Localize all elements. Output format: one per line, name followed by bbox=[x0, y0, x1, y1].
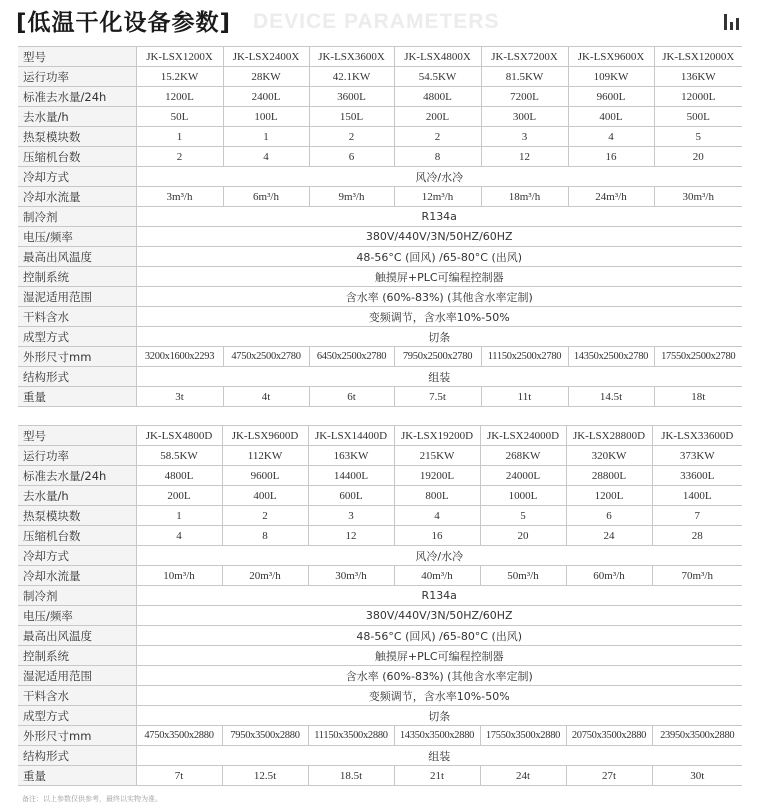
table-cell: 6450x2500x2780 bbox=[309, 347, 394, 367]
table-cell: 28KW bbox=[223, 67, 309, 87]
row-label: 型号 bbox=[18, 426, 136, 446]
table-cell: 5 bbox=[480, 506, 566, 526]
table-cell: 1 bbox=[136, 506, 222, 526]
page-title: [低温干化设备参数] bbox=[16, 10, 232, 36]
model-name: JK-LSX28800D bbox=[566, 426, 652, 446]
table-row bbox=[18, 127, 742, 147]
table-cell: 300L bbox=[481, 107, 568, 127]
table-row bbox=[18, 666, 742, 686]
table-cell: 4 bbox=[223, 147, 309, 167]
spanned-value: 触摸屏+PLC可编程控制器 bbox=[136, 267, 742, 287]
table-row bbox=[18, 307, 742, 327]
table-cell: 21t bbox=[394, 766, 480, 786]
table-cell: 6 bbox=[309, 147, 394, 167]
table-cell: 17550x3500x2880 bbox=[480, 726, 566, 746]
table-cell: 1000L bbox=[480, 486, 566, 506]
table-row bbox=[18, 466, 742, 486]
spanned-value: 48-56°C (回风) /65-80°C (出风) bbox=[136, 247, 742, 267]
table-row bbox=[18, 227, 742, 247]
table-cell: 12000L bbox=[654, 87, 742, 107]
spec-table-body bbox=[18, 47, 742, 407]
table-cell: 50m³/h bbox=[480, 566, 566, 586]
model-name: JK-LSX9600D bbox=[222, 426, 308, 446]
row-label: 外形尺寸mm bbox=[18, 726, 136, 746]
table-cell: 1200L bbox=[136, 87, 223, 107]
table-cell: 60m³/h bbox=[566, 566, 652, 586]
table-cell: 9600L bbox=[222, 466, 308, 486]
row-label: 重量 bbox=[18, 387, 136, 407]
table-cell: 2400L bbox=[223, 87, 309, 107]
table-row bbox=[18, 606, 742, 626]
row-label: 运行功率 bbox=[18, 67, 136, 87]
spanned-value: 风冷/水冷 bbox=[136, 546, 742, 566]
row-label: 制冷剂 bbox=[18, 586, 136, 606]
row-label: 标准去水量/24h bbox=[18, 466, 136, 486]
table-cell: 8 bbox=[394, 147, 481, 167]
row-label: 型号 bbox=[18, 47, 136, 67]
table-row bbox=[18, 327, 742, 347]
table-cell: 16 bbox=[568, 147, 654, 167]
model-name: JK-LSX2400X bbox=[223, 47, 309, 67]
row-label: 压缩机台数 bbox=[18, 147, 136, 167]
row-label: 干料含水 bbox=[18, 686, 136, 706]
row-label: 湿泥适用范围 bbox=[18, 666, 136, 686]
table-cell: 400L bbox=[222, 486, 308, 506]
row-label: 冷却方式 bbox=[18, 167, 136, 187]
table-cell: 4t bbox=[223, 387, 309, 407]
spanned-value: 切条 bbox=[136, 706, 742, 726]
model-name: JK-LSX19200D bbox=[394, 426, 480, 446]
model-name: JK-LSX24000D bbox=[480, 426, 566, 446]
table-cell: 3600L bbox=[309, 87, 394, 107]
table-cell: 2 bbox=[136, 147, 223, 167]
table-cell: 500L bbox=[654, 107, 742, 127]
row-label: 去水量/h bbox=[18, 107, 136, 127]
table-row bbox=[18, 546, 742, 566]
spanned-value: 含水率 (60%-83%) (其他含水率定制) bbox=[136, 287, 742, 307]
table-row bbox=[18, 367, 742, 387]
table-cell: 4800L bbox=[394, 87, 481, 107]
table-row bbox=[18, 506, 742, 526]
table-cell: 109KW bbox=[568, 67, 654, 87]
table-cell: 50L bbox=[136, 107, 223, 127]
table-cell: 30t bbox=[652, 766, 742, 786]
table-cell: 6t bbox=[309, 387, 394, 407]
footnote: 备注：以上参数仅供参考，最终以实物为准。 bbox=[22, 795, 162, 803]
table-cell: 14.5t bbox=[568, 387, 654, 407]
model-name: JK-LSX9600X bbox=[568, 47, 654, 67]
table-cell: 4 bbox=[568, 127, 654, 147]
row-label: 制冷剂 bbox=[18, 207, 136, 227]
table-cell: 163KW bbox=[308, 446, 394, 466]
row-label: 成型方式 bbox=[18, 706, 136, 726]
table-cell: 11150x3500x2880 bbox=[308, 726, 394, 746]
row-label: 热泵模块数 bbox=[18, 127, 136, 147]
table-cell: 24t bbox=[480, 766, 566, 786]
table-cell: 100L bbox=[223, 107, 309, 127]
table-cell: 20 bbox=[654, 147, 742, 167]
table-row bbox=[18, 626, 742, 646]
row-label: 外形尺寸mm bbox=[18, 347, 136, 367]
table-cell: 112KW bbox=[222, 446, 308, 466]
table-row bbox=[18, 207, 742, 227]
table-cell: 11t bbox=[481, 387, 568, 407]
table-cell: 136KW bbox=[654, 67, 742, 87]
spanned-value: R134a bbox=[136, 207, 742, 227]
table-row bbox=[18, 566, 742, 586]
table-cell: 1400L bbox=[652, 486, 742, 506]
table-row bbox=[18, 686, 742, 706]
row-label: 干料含水 bbox=[18, 307, 136, 327]
table-row bbox=[18, 67, 742, 87]
table-cell: 15.2KW bbox=[136, 67, 223, 87]
row-label: 结构形式 bbox=[18, 367, 136, 387]
row-label: 压缩机台数 bbox=[18, 526, 136, 546]
table-cell: 3 bbox=[308, 506, 394, 526]
table-cell: 3t bbox=[136, 387, 223, 407]
table-cell: 7t bbox=[136, 766, 222, 786]
row-label: 电压/频率 bbox=[18, 606, 136, 626]
row-label: 最高出风温度 bbox=[18, 247, 136, 267]
spanned-value: 组装 bbox=[136, 367, 742, 387]
table-row bbox=[18, 187, 742, 207]
row-label: 湿泥适用范围 bbox=[18, 287, 136, 307]
table-cell: 1200L bbox=[566, 486, 652, 506]
row-label: 成型方式 bbox=[18, 327, 136, 347]
table-cell: 800L bbox=[394, 486, 480, 506]
table-cell: 4750x2500x2780 bbox=[223, 347, 309, 367]
table-cell: 600L bbox=[308, 486, 394, 506]
table-cell: 320KW bbox=[566, 446, 652, 466]
table-cell: 20 bbox=[480, 526, 566, 546]
table-cell: 7200L bbox=[481, 87, 568, 107]
table-row bbox=[18, 646, 742, 666]
table-cell: 14350x3500x2880 bbox=[394, 726, 480, 746]
model-name: JK-LSX1200X bbox=[136, 47, 223, 67]
table-cell: 14400L bbox=[308, 466, 394, 486]
table-cell: 20m³/h bbox=[222, 566, 308, 586]
row-label: 冷却方式 bbox=[18, 546, 136, 566]
table-cell: 18m³/h bbox=[481, 187, 568, 207]
spec-table-x-series bbox=[18, 46, 742, 407]
table-cell: 6m³/h bbox=[223, 187, 309, 207]
table-row bbox=[18, 387, 742, 407]
table-cell: 4750x3500x2880 bbox=[136, 726, 222, 746]
spanned-value: 风冷/水冷 bbox=[136, 167, 742, 187]
spanned-value: 含水率 (60%-83%) (其他含水率定制) bbox=[136, 666, 742, 686]
spanned-value: 变频调节，含水率10%-50% bbox=[136, 686, 742, 706]
table-cell: 20750x3500x2880 bbox=[566, 726, 652, 746]
row-label: 结构形式 bbox=[18, 746, 136, 766]
table-cell: 4800L bbox=[136, 466, 222, 486]
table-cell: 7.5t bbox=[394, 387, 481, 407]
table-cell: 7 bbox=[652, 506, 742, 526]
spanned-value: 380V/440V/3N/50HZ/60HZ bbox=[136, 227, 742, 247]
table-row bbox=[18, 706, 742, 726]
bar-chart-icon bbox=[724, 12, 742, 30]
table-cell: 8 bbox=[222, 526, 308, 546]
table-cell: 24m³/h bbox=[568, 187, 654, 207]
table-cell: 70m³/h bbox=[652, 566, 742, 586]
table-cell: 1 bbox=[136, 127, 223, 147]
table-cell: 6 bbox=[566, 506, 652, 526]
table-cell: 2 bbox=[222, 506, 308, 526]
table-cell: 28800L bbox=[566, 466, 652, 486]
row-label: 控制系统 bbox=[18, 646, 136, 666]
table-cell: 400L bbox=[568, 107, 654, 127]
table-cell: 54.5KW bbox=[394, 67, 481, 87]
table-cell: 200L bbox=[394, 107, 481, 127]
spec-table-body bbox=[18, 426, 742, 786]
table-cell: 33600L bbox=[652, 466, 742, 486]
table-row bbox=[18, 766, 742, 786]
model-name: JK-LSX4800X bbox=[394, 47, 481, 67]
table-row bbox=[18, 167, 742, 187]
row-label: 最高出风温度 bbox=[18, 626, 136, 646]
table-cell: 200L bbox=[136, 486, 222, 506]
table-row bbox=[18, 107, 742, 127]
spanned-value: R134a bbox=[136, 586, 742, 606]
table-cell: 10m³/h bbox=[136, 566, 222, 586]
table-cell: 9600L bbox=[568, 87, 654, 107]
table-row bbox=[18, 586, 742, 606]
model-name: JK-LSX12000X bbox=[654, 47, 742, 67]
table-cell: 12m³/h bbox=[394, 187, 481, 207]
table-cell: 1 bbox=[223, 127, 309, 147]
spanned-value: 48-56°C (回风) /65-80°C (出风) bbox=[136, 626, 742, 646]
page-header bbox=[16, 2, 744, 38]
table-cell: 27t bbox=[566, 766, 652, 786]
model-name: JK-LSX14400D bbox=[308, 426, 394, 446]
table-cell: 215KW bbox=[394, 446, 480, 466]
table-cell: 12.5t bbox=[222, 766, 308, 786]
table-cell: 373KW bbox=[652, 446, 742, 466]
spanned-value: 触摸屏+PLC可编程控制器 bbox=[136, 646, 742, 666]
row-label: 冷却水流量 bbox=[18, 566, 136, 586]
table-cell: 3m³/h bbox=[136, 187, 223, 207]
spanned-value: 切条 bbox=[136, 327, 742, 347]
table-row bbox=[18, 486, 742, 506]
row-label: 冷却水流量 bbox=[18, 187, 136, 207]
spec-table-d-series bbox=[18, 425, 742, 786]
table-cell: 4 bbox=[136, 526, 222, 546]
table-row bbox=[18, 446, 742, 466]
table-cell: 12 bbox=[481, 147, 568, 167]
row-label: 电压/频率 bbox=[18, 227, 136, 247]
model-name: JK-LSX33600D bbox=[652, 426, 742, 446]
table-cell: 14350x2500x2780 bbox=[568, 347, 654, 367]
table-cell: 58.5KW bbox=[136, 446, 222, 466]
table-cell: 40m³/h bbox=[394, 566, 480, 586]
table-cell: 11150x2500x2780 bbox=[481, 347, 568, 367]
table-cell: 30m³/h bbox=[308, 566, 394, 586]
table-cell: 19200L bbox=[394, 466, 480, 486]
row-label: 运行功率 bbox=[18, 446, 136, 466]
table-row bbox=[18, 287, 742, 307]
table-cell: 7950x3500x2880 bbox=[222, 726, 308, 746]
row-label: 标准去水量/24h bbox=[18, 87, 136, 107]
table-row bbox=[18, 267, 742, 287]
table-cell: 3200x1600x2293 bbox=[136, 347, 223, 367]
table-cell: 4 bbox=[394, 506, 480, 526]
table-cell: 2 bbox=[394, 127, 481, 147]
spanned-value: 组装 bbox=[136, 746, 742, 766]
table-cell: 24000L bbox=[480, 466, 566, 486]
table-cell: 18t bbox=[654, 387, 742, 407]
table-cell: 42.1KW bbox=[309, 67, 394, 87]
spanned-value: 变频调节，含水率10%-50% bbox=[136, 307, 742, 327]
table-cell: 23950x3500x2880 bbox=[652, 726, 742, 746]
table-row bbox=[18, 147, 742, 167]
table-row bbox=[18, 726, 742, 746]
table-cell: 12 bbox=[308, 526, 394, 546]
table-cell: 24 bbox=[566, 526, 652, 546]
table-row bbox=[18, 746, 742, 766]
model-name: JK-LSX3600X bbox=[309, 47, 394, 67]
table-cell: 17550x2500x2780 bbox=[654, 347, 742, 367]
model-name: JK-LSX4800D bbox=[136, 426, 222, 446]
row-label: 去水量/h bbox=[18, 486, 136, 506]
table-cell: 18.5t bbox=[308, 766, 394, 786]
table-cell: 81.5KW bbox=[481, 67, 568, 87]
table-cell: 7950x2500x2780 bbox=[394, 347, 481, 367]
table-row bbox=[18, 347, 742, 367]
table-row bbox=[18, 87, 742, 107]
spanned-value: 380V/440V/3N/50HZ/60HZ bbox=[136, 606, 742, 626]
table-header-row bbox=[18, 426, 742, 446]
model-name: JK-LSX7200X bbox=[481, 47, 568, 67]
table-cell: 2 bbox=[309, 127, 394, 147]
page-subtitle: DEVICE PARAMETERS bbox=[253, 10, 500, 33]
row-label: 热泵模块数 bbox=[18, 506, 136, 526]
table-cell: 5 bbox=[654, 127, 742, 147]
row-label: 控制系统 bbox=[18, 267, 136, 287]
table-row bbox=[18, 526, 742, 546]
table-cell: 268KW bbox=[480, 446, 566, 466]
table-cell: 16 bbox=[394, 526, 480, 546]
table-cell: 28 bbox=[652, 526, 742, 546]
table-cell: 3 bbox=[481, 127, 568, 147]
table-header-row bbox=[18, 47, 742, 67]
table-cell: 9m³/h bbox=[309, 187, 394, 207]
table-cell: 150L bbox=[309, 107, 394, 127]
table-cell: 30m³/h bbox=[654, 187, 742, 207]
row-label: 重量 bbox=[18, 766, 136, 786]
table-row bbox=[18, 247, 742, 267]
